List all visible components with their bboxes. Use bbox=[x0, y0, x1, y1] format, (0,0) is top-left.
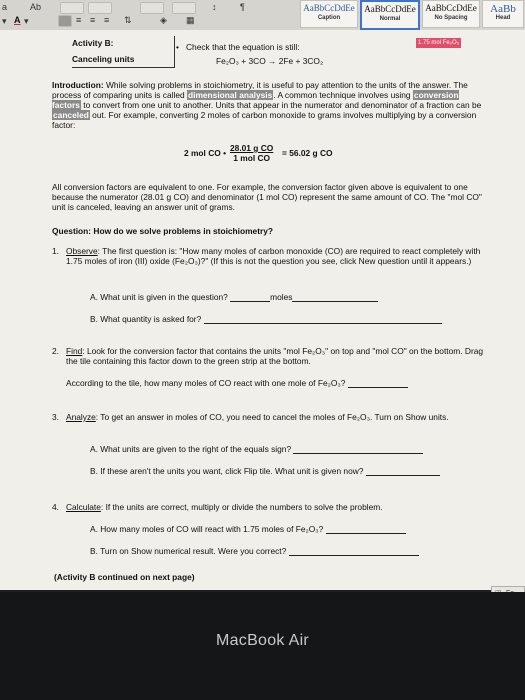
style-caption[interactable] bbox=[300, 0, 358, 28]
bullets-button[interactable] bbox=[60, 2, 84, 14]
style-no-spacing-name: No Spacing bbox=[434, 15, 468, 21]
fraction-numerator: 28.01 g CO bbox=[230, 143, 274, 153]
font-color-button[interactable]: A bbox=[14, 15, 21, 25]
explanation-paragraph: All conversion factors are equivalent to one. For example, the conversion factor given above is equivalent to one because the numerator (28.01 g CO) and denominator (1 mol CO) represent the same amount of CO. The "mol CO" unit is canceled, leaving an answer unit of grams. bbox=[52, 182, 482, 212]
q2-follow-row bbox=[66, 378, 408, 388]
q4-b-blank[interactable] bbox=[289, 547, 419, 556]
style-caption-sample: AaBbCcDdEe bbox=[303, 3, 355, 13]
q4-a-label: A. How many moles of CO will react with 1.75 moles of Fe₂O₃? bbox=[90, 524, 324, 534]
fraction-denominator: 1 mol CO bbox=[233, 153, 271, 163]
activity-divider bbox=[72, 67, 174, 68]
activity-vertical-divider bbox=[174, 36, 175, 68]
introduction-label: Introduction: bbox=[52, 80, 104, 90]
introduction-paragraph bbox=[52, 80, 484, 130]
dropdown-chevron-icon[interactable]: ▾ bbox=[2, 16, 7, 26]
q3-a-label: A. What units are given to the right of the equals sign? bbox=[90, 444, 292, 454]
check-bullet-icon: • bbox=[176, 42, 179, 52]
outdent-button[interactable] bbox=[172, 2, 196, 14]
sort-icon[interactable]: ↕ bbox=[212, 2, 217, 12]
style-heading[interactable] bbox=[482, 0, 524, 28]
font-color-chevron-icon[interactable]: ▾ bbox=[24, 16, 29, 26]
ribbon-toolbar bbox=[0, 0, 525, 31]
ribbon-label-a: a bbox=[2, 2, 8, 12]
intro-text-3: to convert from one unit to another. Units that appear in the numerator and denominator of a fraction can be bbox=[80, 100, 482, 110]
q1-a-answer[interactable]: moles bbox=[270, 292, 293, 302]
q4-b-label: B. Turn on Show numerical result. Were you correct? bbox=[90, 546, 287, 556]
activity-title: Activity B: bbox=[72, 38, 114, 48]
intro-text-1: While solving problems in stoichiometry, it is useful to pay attention to the units of the answer. The process of comparing units is called bbox=[52, 80, 468, 100]
q1-b-label: B. What quantity is asked for? bbox=[90, 314, 202, 324]
q3-paragraph bbox=[66, 412, 486, 422]
fe2o3-tile: 1.75 mol Fe₂O₃ bbox=[418, 40, 460, 46]
q2-blank[interactable] bbox=[348, 379, 408, 388]
conversion-factors-highlight: conversion factors bbox=[52, 90, 459, 110]
q4-a-row bbox=[90, 524, 406, 534]
q2-number: 2. bbox=[52, 346, 59, 356]
q2-paragraph bbox=[66, 346, 486, 366]
intro-text-4: out. For example, converting 2 moles of carbon monoxide to grams involves multiplying by a conversion factor: bbox=[52, 110, 477, 130]
justify-icon[interactable]: ≡ bbox=[104, 15, 110, 25]
q4-paragraph bbox=[66, 502, 486, 512]
fraction-lead: 2 mol CO • bbox=[184, 148, 227, 158]
q4-text: : If the units are correct, multiply or divide the numbers to solve the problem. bbox=[100, 502, 383, 512]
canceled-highlight: canceled bbox=[53, 110, 89, 120]
q3-b-row bbox=[90, 466, 440, 476]
question-heading: Question: How do we solve problems in stoichiometry? bbox=[52, 226, 274, 236]
check-label: Check that the equation is still: bbox=[186, 42, 300, 52]
pilcrow-icon[interactable]: ¶ bbox=[240, 2, 245, 12]
style-normal-name: Normal bbox=[379, 16, 401, 22]
q1-paragraph bbox=[66, 246, 486, 266]
laptop-bezel bbox=[0, 592, 525, 700]
conversion-fraction bbox=[230, 143, 273, 163]
styles-gallery bbox=[300, 0, 525, 28]
continued-note: (Activity B continued on next page) bbox=[54, 572, 195, 582]
style-heading-name: Head bbox=[495, 15, 511, 21]
fraction-result: = 56.02 g CO bbox=[282, 148, 333, 158]
style-heading-sample: AaBb bbox=[490, 3, 516, 15]
q1-label: Observe bbox=[66, 246, 98, 256]
q1-a-blank-left[interactable] bbox=[230, 293, 270, 302]
style-normal[interactable] bbox=[360, 0, 420, 30]
q1-b-row bbox=[90, 314, 442, 324]
q3-b-label: B. If these aren't the units you want, click Flip tile. What unit is given now? bbox=[90, 466, 364, 476]
q3-text: : To get an answer in moles of CO, you need to cancel the moles of Fe₂O₃. Turn on Show units. bbox=[95, 412, 449, 422]
intro-text-2: . A common technique involves using bbox=[273, 90, 413, 100]
brand-logo-text: MacBook Air bbox=[215, 632, 310, 649]
shading-icon[interactable]: ◈ bbox=[160, 15, 167, 25]
line-spacing-icon[interactable]: ⇅ bbox=[124, 15, 132, 25]
q2-follow-label: According to the tile, how many moles of CO react with one mole of Fe₂O₃? bbox=[66, 378, 346, 388]
align-left-button[interactable] bbox=[58, 15, 72, 27]
q3-number: 3. bbox=[52, 412, 59, 422]
q1-b-blank[interactable] bbox=[204, 315, 442, 324]
ribbon-label-ab: Ab bbox=[30, 2, 42, 12]
q4-b-row bbox=[90, 546, 419, 556]
q4-number: 4. bbox=[52, 502, 59, 512]
borders-icon[interactable]: ▦ bbox=[186, 15, 195, 25]
q1-a-row bbox=[90, 292, 378, 302]
numbering-button[interactable] bbox=[88, 2, 112, 14]
style-caption-name: Caption bbox=[317, 15, 341, 21]
q3-b-blank[interactable] bbox=[366, 467, 440, 476]
q3-a-blank[interactable] bbox=[293, 445, 423, 454]
style-no-spacing-sample: AaBbCcDdEe bbox=[425, 3, 477, 13]
q3-label: Analyze bbox=[66, 412, 96, 422]
document-page[interactable] bbox=[0, 30, 525, 590]
q2-label: Find bbox=[66, 346, 83, 356]
q1-a-blank-right[interactable] bbox=[292, 293, 378, 302]
align-center-icon[interactable]: ≡ bbox=[76, 15, 82, 25]
activity-subtitle: Canceling units bbox=[72, 54, 135, 64]
q4-a-blank[interactable] bbox=[326, 525, 406, 534]
style-normal-sample: AaBbCcDdEe bbox=[364, 4, 416, 14]
q1-a-label: A. What unit is given in the question? bbox=[90, 292, 228, 302]
style-no-spacing[interactable] bbox=[422, 0, 480, 28]
q4-label: Calculate bbox=[66, 502, 101, 512]
q3-a-row bbox=[90, 444, 423, 454]
equation: Fe₂O₃ + 3CO → 2Fe + 3CO₂ bbox=[216, 56, 324, 66]
dimensional-analysis-highlight: dimensional analysis bbox=[188, 90, 273, 100]
indent-button[interactable] bbox=[140, 2, 164, 14]
align-right-icon[interactable]: ≡ bbox=[90, 15, 96, 25]
q1-number: 1. bbox=[52, 246, 59, 256]
q1-text: : The first question is: "How many moles of carbon monoxide (CO) are required to react completely with 1.75 moles of iron (III) oxide (Fe₂O₃)?" (If this is not the question you see, click New question until it appears.) bbox=[66, 246, 481, 266]
q2-text: : Look for the conversion factor that contains the units "mol Fe₂O₃" on top and "mol CO" on the bottom. Drag the tile containing this factor down to the green strip at the bottom. bbox=[66, 346, 484, 366]
